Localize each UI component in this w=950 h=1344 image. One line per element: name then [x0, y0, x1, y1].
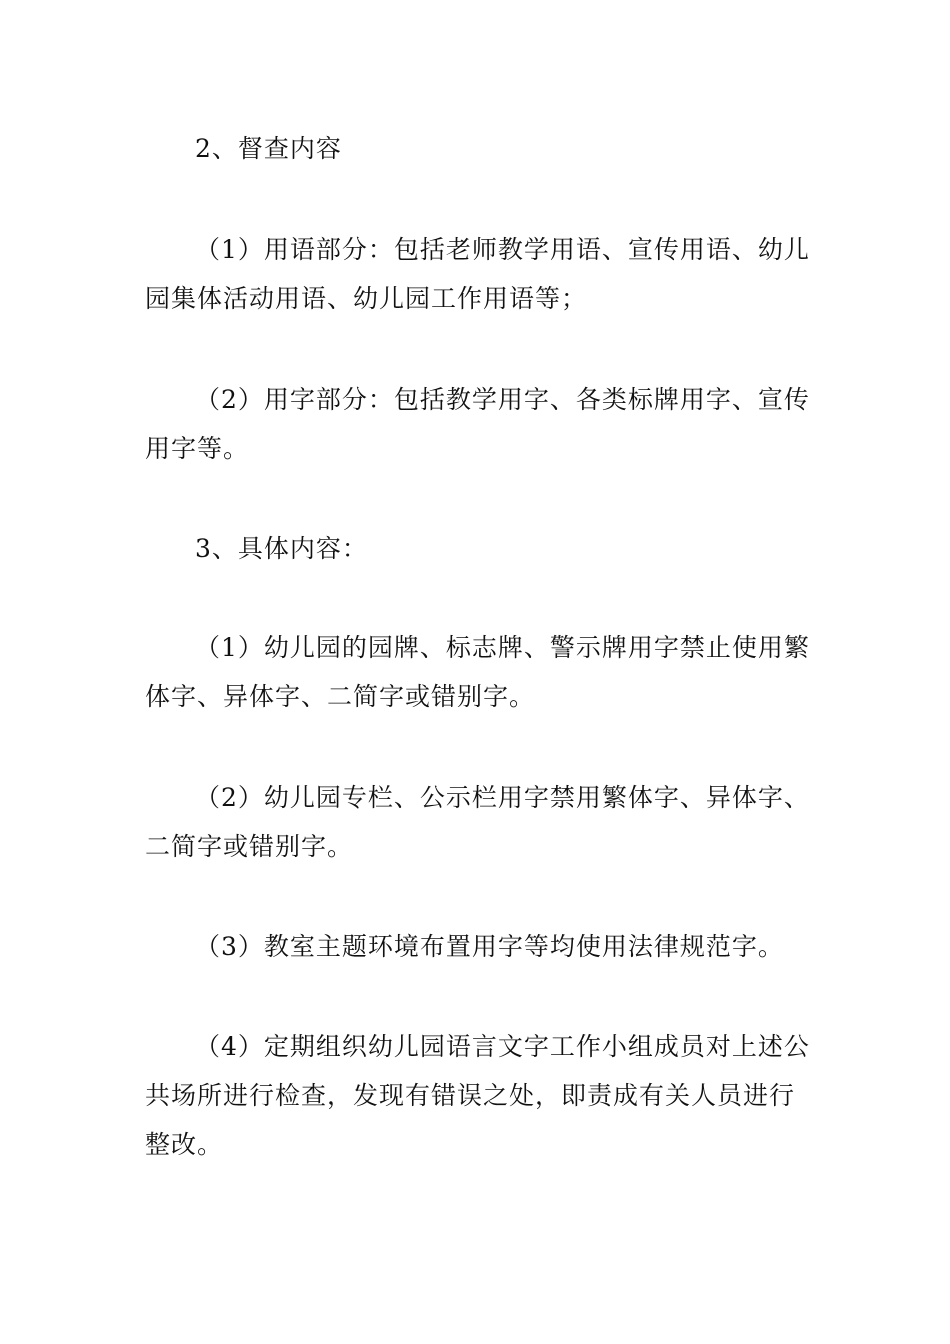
- paragraph-bulletin-boards: （2）幼儿园专栏、公示栏用字禁用繁体字、异体字、二简字或错别字。: [145, 783, 810, 861]
- paragraph-periodic-inspection: （4）定期组织幼儿园语言文字工作小组成员对上述公共场所进行检查，发现有错误之处，即责成有关人员进行整改。: [145, 1032, 810, 1159]
- paragraph-classroom-environment: （3）教室主题环境布置用字等均使用法律规范字。: [195, 932, 784, 961]
- paragraph-language-usage: （1）用语部分：包括老师教学用语、宣传用语、幼儿园集体活动用语、幼儿园工作用语等；: [145, 235, 810, 313]
- section-heading-specific-content: 3、具体内容：: [195, 534, 368, 563]
- paragraph-signboards: （1）幼儿园的园牌、标志牌、警示牌用字禁止使用繁体字、异体字、二简字或错别字。: [145, 633, 810, 711]
- section-heading-supervision-content: 2、督查内容: [195, 134, 342, 163]
- paragraph-character-usage: （2）用字部分：包括教学用字、各类标牌用字、宣传用字等。: [145, 385, 810, 463]
